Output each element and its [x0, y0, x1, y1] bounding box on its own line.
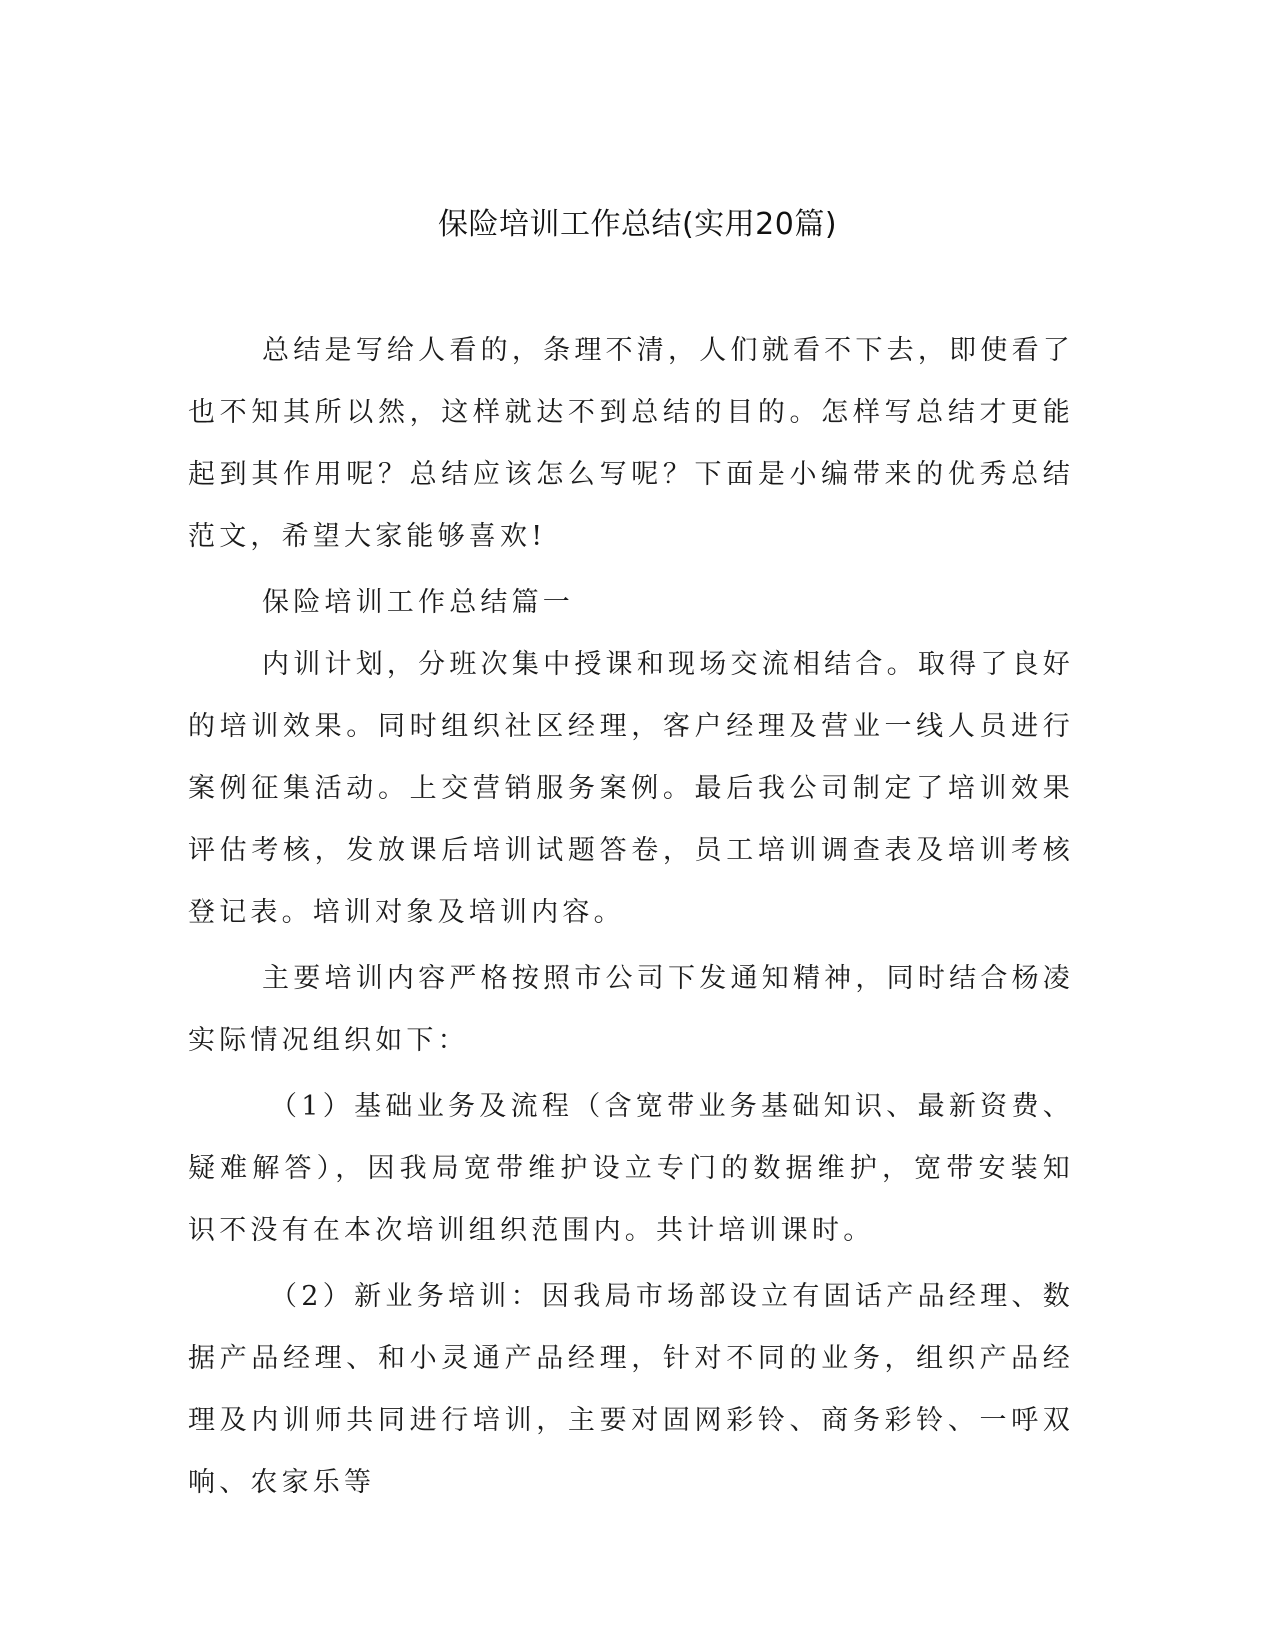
document-body — [188, 320, 1074, 1514]
section-heading: 保险培训工作总结篇一 — [262, 587, 574, 618]
intro-paragraph: 总结是写给人看的，条理不清，人们就看不下去，即使看了也不知其所以然，这样就达不到总结的目的。怎样写总结才更能起到其作用呢？总结应该怎么写呢？下面是小编带来的优秀总结范文，希望大家能够喜欢! — [188, 335, 1074, 552]
body-paragraph: 内训计划，分班次集中授课和现场交流相结合。取得了良好的培训效果。同时组织社区经理，客户经理及营业一线人员进行案例征集活动。上交营销服务案例。最后我公司制定了培训效果评估考核，发放课后培训试题答卷，员工培训调查表及培训考核登记表。培训对象及培训内容。 — [188, 649, 1074, 928]
body-paragraph: 主要培训内容严格按照市公司下发通知精神，同时结合杨凌实际情况组织如下： — [188, 963, 1074, 1056]
list-item-paragraph: （1）基础业务及流程（含宽带业务基础知识、最新资费、疑难解答），因我局宽带维护设立专门的数据维护，宽带安装知识不没有在本次培训组织范围内。共计培训课时。 — [188, 1091, 1074, 1246]
document-title: 保险培训工作总结(实用20篇) — [437, 207, 838, 242]
list-item-paragraph: （2）新业务培训：因我局市场部设立有固话产品经理、数据产品经理、和小灵通产品经理，针对不同的业务，组织产品经理及内训师共同进行培训，主要对固网彩铃、商务彩铃、一呼双响、农家乐等 — [188, 1281, 1074, 1498]
